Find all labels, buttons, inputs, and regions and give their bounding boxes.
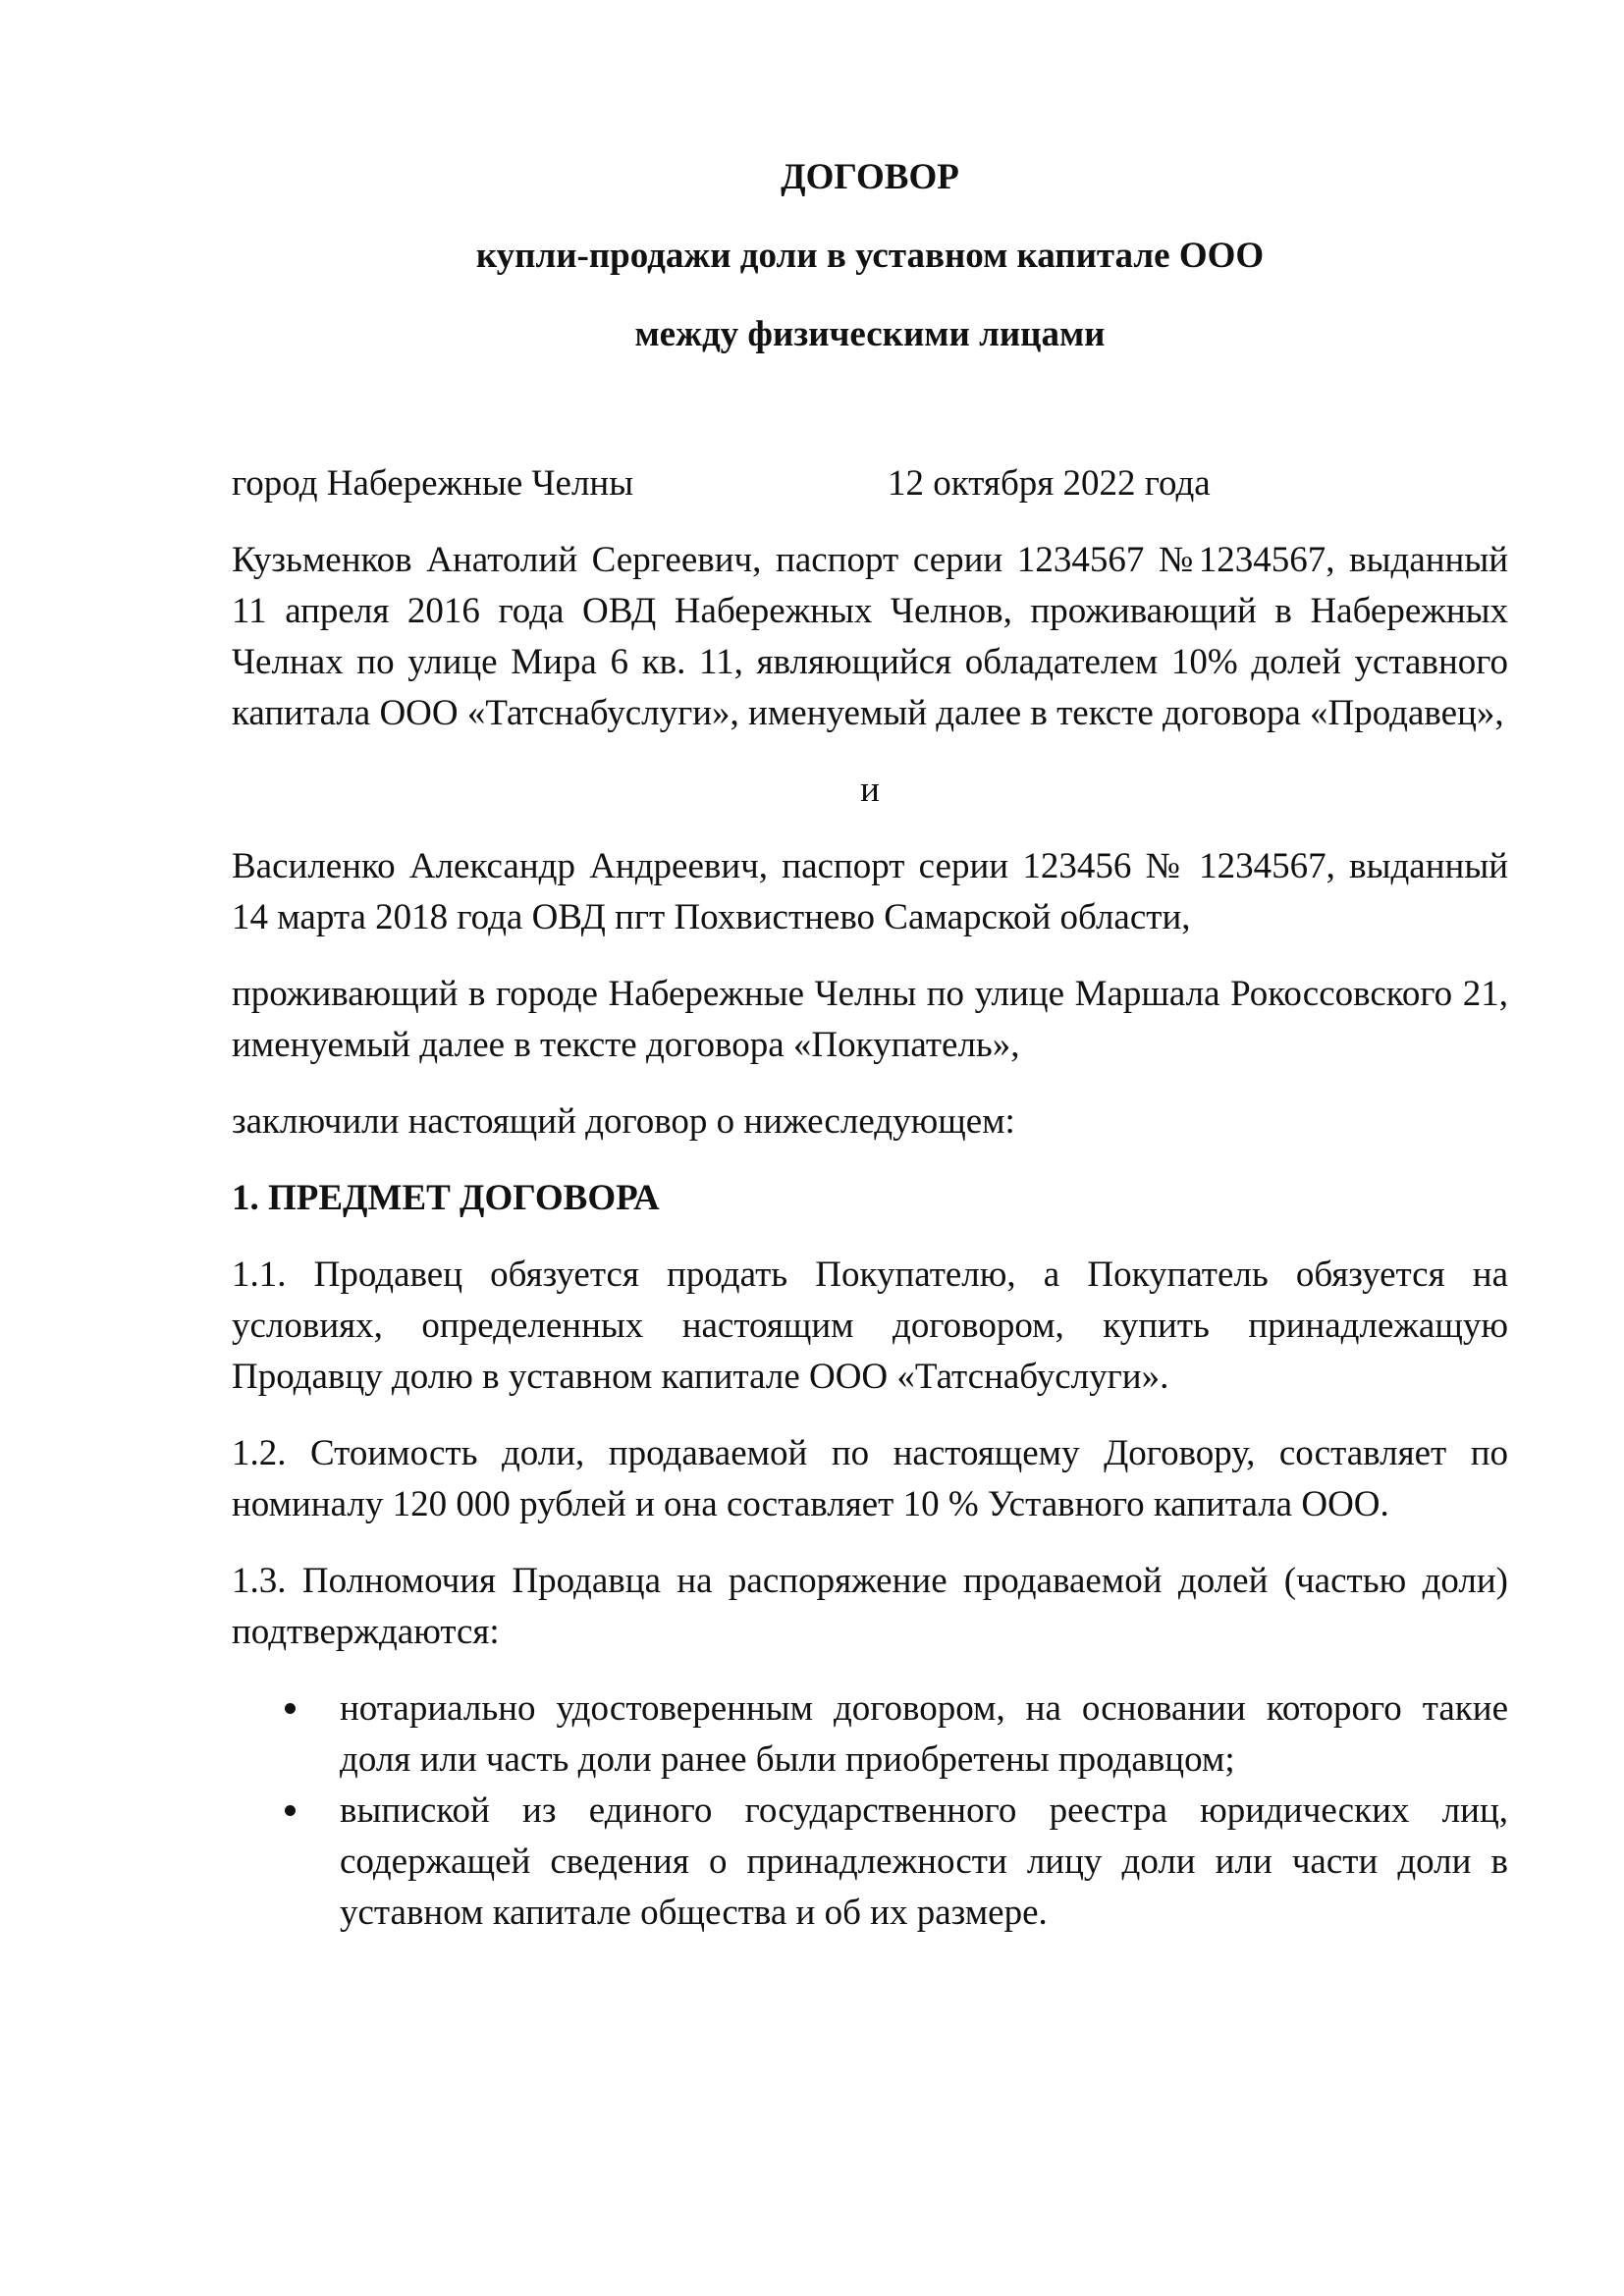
document-title: ДОГОВОР	[781, 157, 959, 197]
bullet-icon	[285, 1805, 296, 1816]
list-item-text: выпиской из единого государственного реестра юридических лиц, содержащей сведения о принадлежности лицу доли или части доли в уставном капитале общества и об их размере.	[340, 1790, 1508, 1933]
clause-1-2: 1.2. Стоимость доли, продаваемой по настоящему Договору, составляет по номиналу 120 000 рублей и она составляет 10 % Уставного капитала ООО.	[232, 1433, 1508, 1524]
buyer-paragraph-1: Василенко Александр Андреевич, паспорт серии 123456 № 1234567, выданный 14 марта 2018 года ОВД пгт Похвистнево Самарской области,	[232, 846, 1508, 937]
authority-list	[232, 1683, 1508, 1939]
seller-paragraph: Кузьменков Анатолий Сергеевич, паспорт серии 1234567 №1234567, выданный 11 апреля 2016 года ОВД Набережных Челнов, проживающий в Набережных Челнах по улице Мира 6 кв. 11, являющийся обладателем 10% долей уставного капитала ООО «Татснабуслуги», именуемый далее в тексте договора «Продавец»,	[232, 540, 1508, 733]
bullet-icon	[285, 1703, 296, 1714]
place-date-line	[232, 458, 1508, 509]
list-item	[340, 1683, 1508, 1786]
list-item-text: нотариально удостоверенным договором, на основании которого такие доля или часть доли ранее были приобретены продавцом;	[340, 1688, 1508, 1780]
document-subtitle-2: между физическими лицами	[634, 314, 1106, 354]
clause-1-1: 1.1. Продавец обязуется продать Покупателю, а Покупатель обязуется на условиях, определенных настоящим договором, купить принадлежащую Продавцу долю в уставном капитале ООО «Татснабуслуги».	[232, 1255, 1508, 1397]
section-1-heading: 1. ПРЕДМЕТ ДОГОВОРА	[232, 1178, 660, 1218]
conjunction-and: и	[860, 770, 880, 810]
document-body	[232, 152, 1508, 1939]
date-label: 12 октября 2022 года	[888, 463, 1211, 504]
clause-1-3: 1.3. Полномочия Продавца на распоряжение продаваемой долей (частью доли) подтверждаются:	[232, 1561, 1508, 1652]
list-item	[340, 1786, 1508, 1939]
concluded-statement: заключили настоящий договор о нижеследующем:	[232, 1101, 1015, 1142]
city-label: город Набережные Челны	[232, 463, 634, 504]
buyer-paragraph-2: проживающий в городе Набережные Челны по улице Маршала Рокоссовского 21, именуемый далее в тексте договора «Покупатель»,	[232, 974, 1508, 1065]
document-subtitle-1: купли-продажи доли в уставном капитале ООО	[475, 236, 1265, 276]
